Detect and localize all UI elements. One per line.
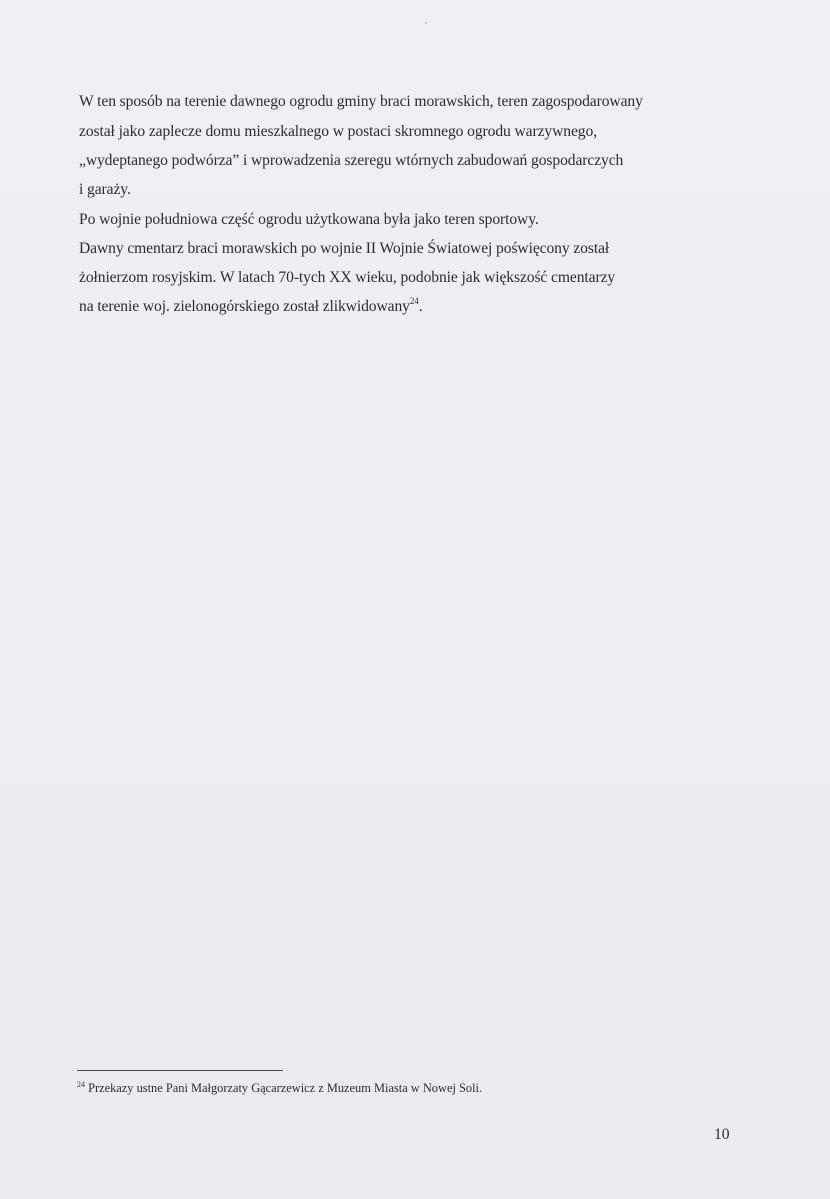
final-punctuation: . [418, 298, 423, 315]
footnote-number: 24 [77, 1080, 85, 1089]
text-line-content: na terenie woj. zielonogórskiego został zlikwidowany [79, 298, 410, 315]
footnote-reference[interactable]: 24 [409, 296, 419, 306]
scan-speck [425, 22, 427, 24]
page-number: 10 [714, 1126, 730, 1143]
text-line: został jako zaplecze domu mieszkalnego w postaci skromnego ogrodu warzywnego, [79, 123, 597, 140]
text-line: W ten sposób na terenie dawnego ogrodu gminy braci morawskich, teren zagospodarowany [79, 93, 643, 110]
footnote-text: Przekazy ustne Pani Małgorzaty Gącarzewicz z Muzeum Miasta w Nowej Soli. [85, 1081, 483, 1095]
footnote [77, 1080, 482, 1096]
footnote-divider [77, 1070, 283, 1071]
text-line: i garaży. [79, 181, 131, 198]
text-line: Po wojnie południowa część ogrodu użytkowana była jako teren sportowy. [79, 211, 539, 228]
text-line: żołnierzom rosyjskim. W latach 70-tych XX wieku, podobnie jak większość cmentarzy [79, 269, 616, 286]
text-line: Dawny cmentarz braci morawskich po wojnie II Wojnie Światowej poświęcony został [79, 240, 610, 257]
text-line: „wydeptanego podwórza” i wprowadzenia szeregu wtórnych zabudowań gospodarczych [79, 152, 624, 169]
text-line-with-footnote-ref [79, 297, 422, 317]
